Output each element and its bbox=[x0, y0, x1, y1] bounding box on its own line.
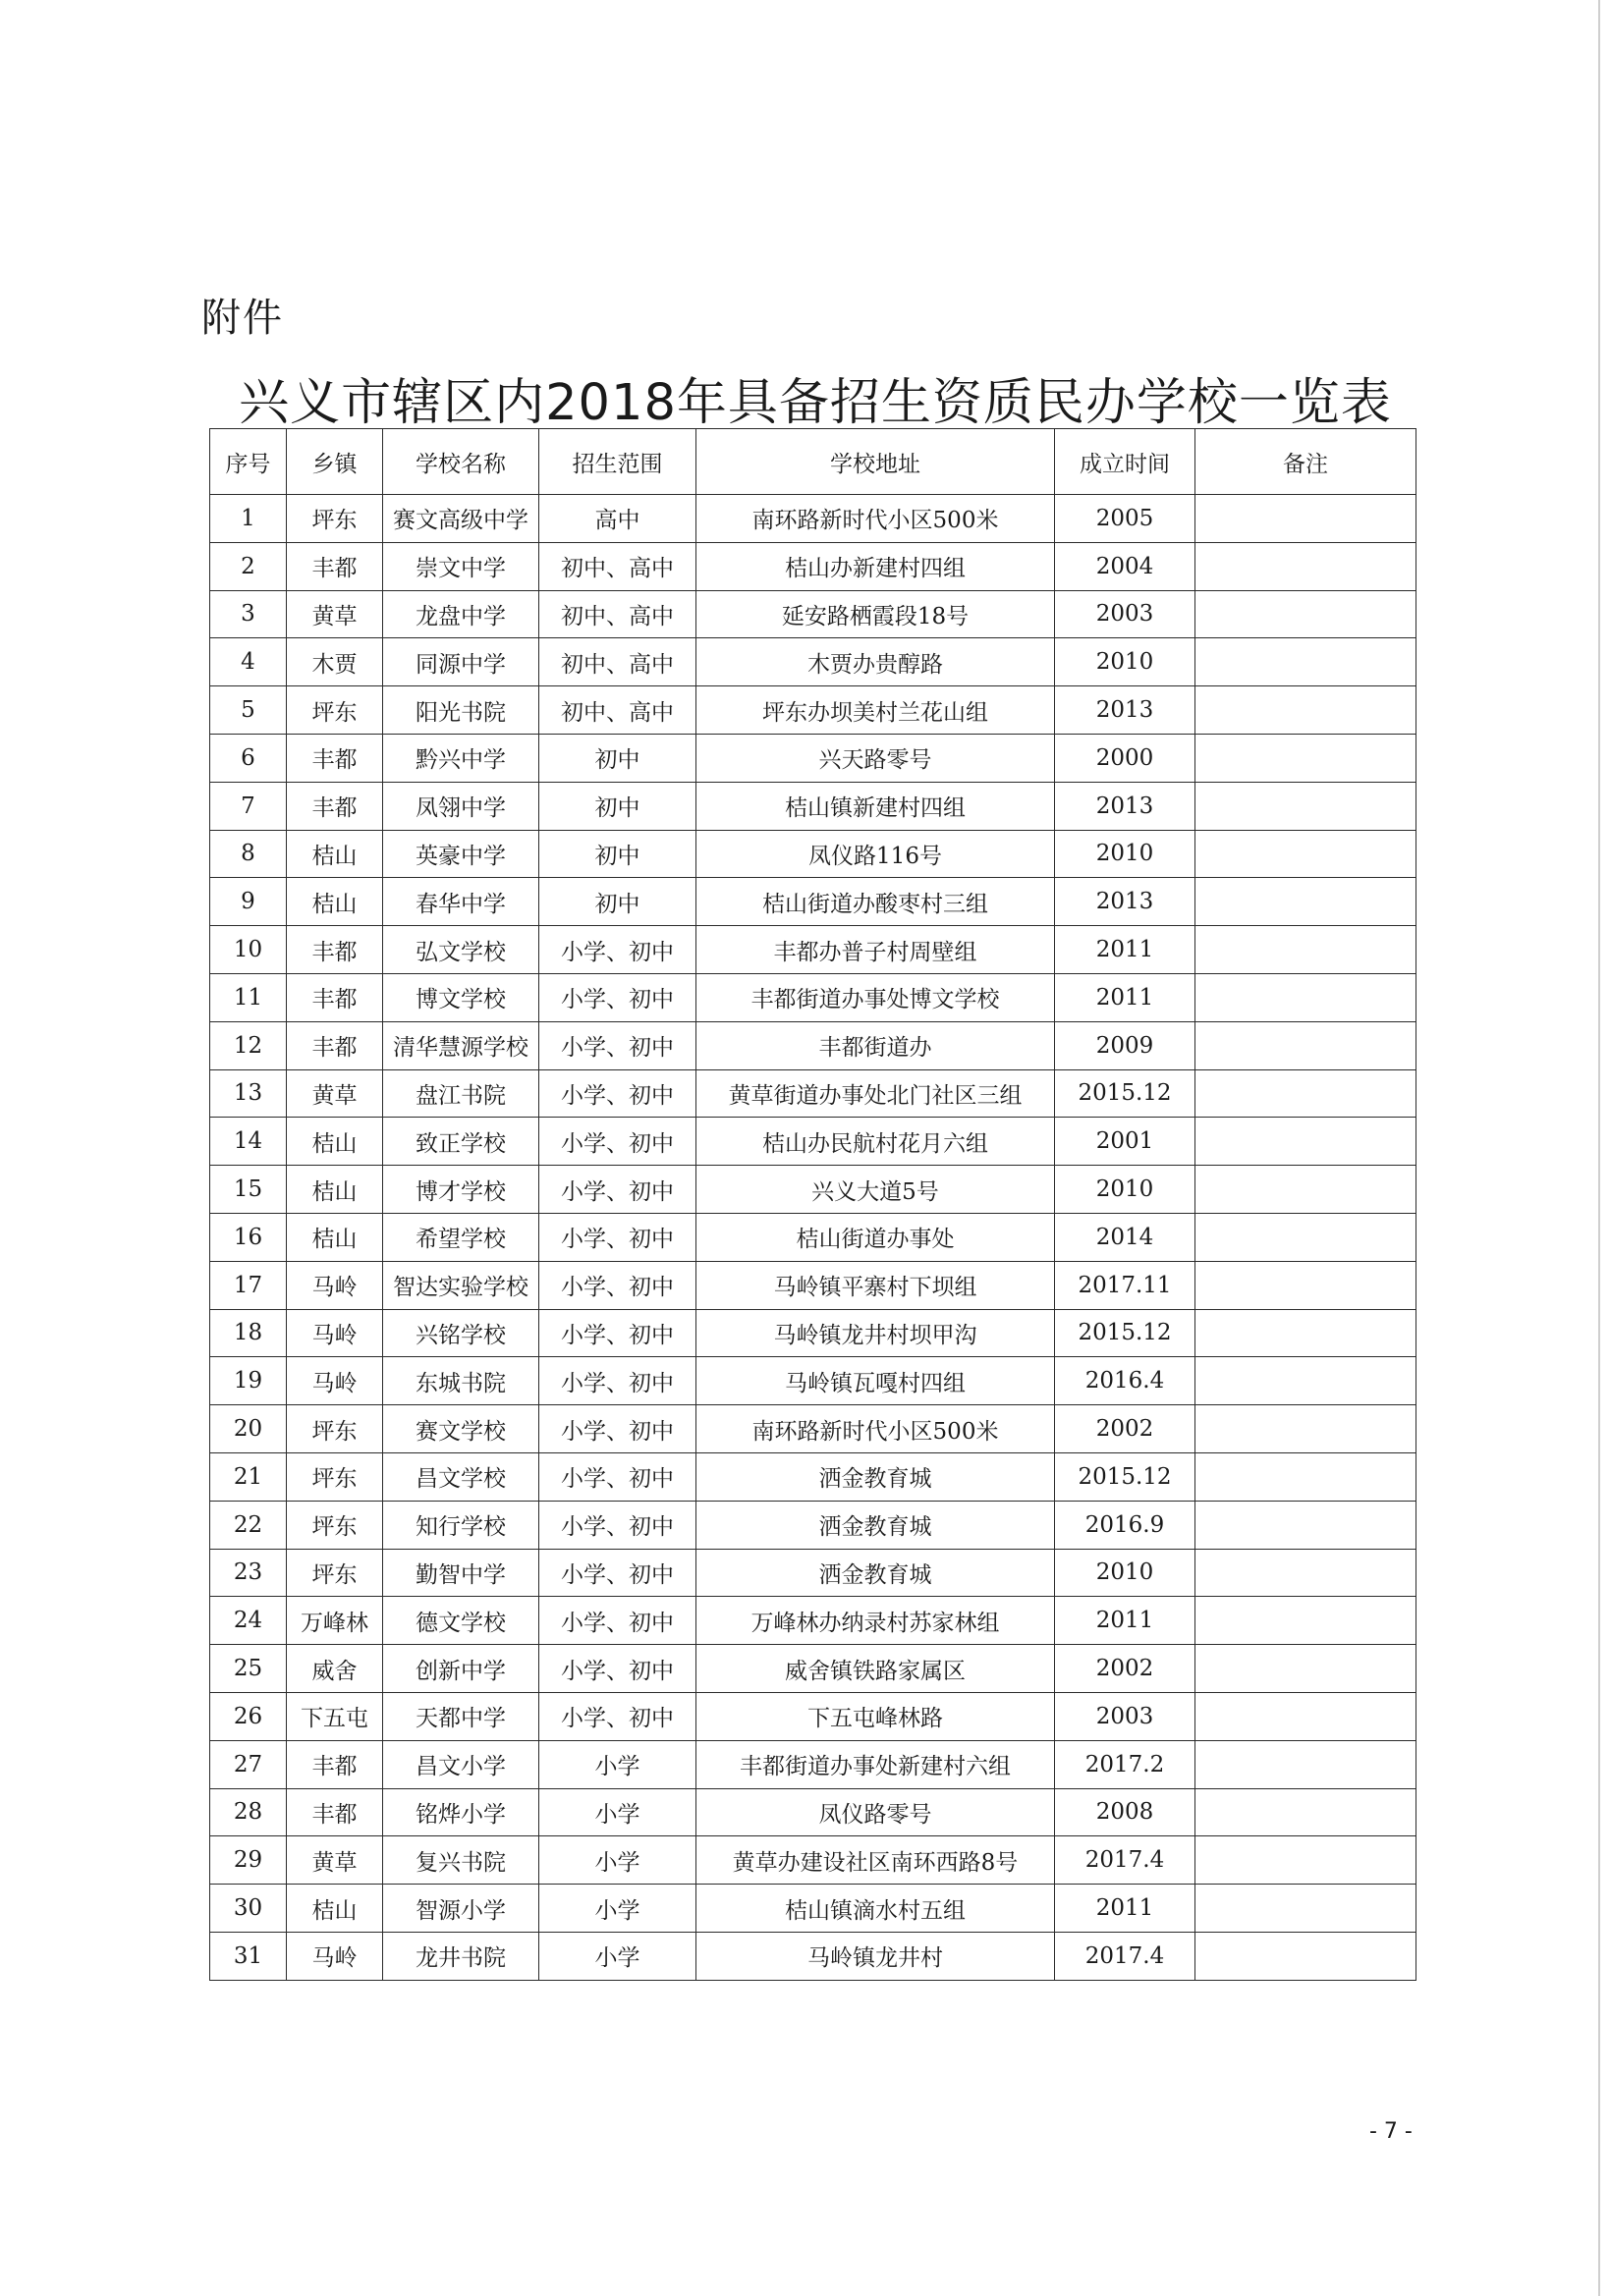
cell-enrollment-scope: 小学 bbox=[539, 1885, 696, 1933]
header-index: 序号 bbox=[210, 429, 287, 495]
table-row bbox=[210, 1261, 1416, 1309]
cell-address: 木贾办贵醇路 bbox=[696, 638, 1055, 686]
cell-enrollment-scope: 小学 bbox=[539, 1932, 696, 1980]
cell-enrollment-scope: 初中 bbox=[539, 734, 696, 782]
header-school-name: 学校名称 bbox=[383, 429, 539, 495]
table-row bbox=[210, 878, 1416, 926]
table-row bbox=[210, 1549, 1416, 1597]
cell-address: 桔山办新建村四组 bbox=[696, 542, 1055, 590]
cell-enrollment-scope: 初中 bbox=[539, 830, 696, 878]
cell-remarks bbox=[1195, 1549, 1416, 1597]
cell-school-name: 春华中学 bbox=[383, 878, 539, 926]
cell-town: 马岭 bbox=[287, 1261, 383, 1309]
table-row bbox=[210, 1021, 1416, 1069]
cell-founded: 2000 bbox=[1055, 734, 1195, 782]
cell-index: 29 bbox=[210, 1836, 287, 1885]
cell-address: 桔山镇新建村四组 bbox=[696, 782, 1055, 830]
cell-remarks bbox=[1195, 542, 1416, 590]
cell-town: 桔山 bbox=[287, 878, 383, 926]
cell-founded: 2016.9 bbox=[1055, 1501, 1195, 1549]
cell-remarks bbox=[1195, 1885, 1416, 1933]
cell-address: 马岭镇平寨村下坝组 bbox=[696, 1261, 1055, 1309]
cell-town: 万峰林 bbox=[287, 1597, 383, 1645]
cell-founded: 2003 bbox=[1055, 590, 1195, 638]
page-edge-line bbox=[1598, 0, 1600, 2296]
cell-founded: 2005 bbox=[1055, 495, 1195, 543]
cell-enrollment-scope: 小学、初中 bbox=[539, 1213, 696, 1261]
school-table bbox=[209, 428, 1416, 1981]
cell-index: 9 bbox=[210, 878, 287, 926]
table-row bbox=[210, 1357, 1416, 1405]
cell-index: 6 bbox=[210, 734, 287, 782]
cell-index: 16 bbox=[210, 1213, 287, 1261]
table-row bbox=[210, 1740, 1416, 1788]
table-body bbox=[210, 495, 1416, 1981]
cell-town: 桔山 bbox=[287, 1213, 383, 1261]
cell-enrollment-scope: 小学、初中 bbox=[539, 1309, 696, 1357]
cell-founded: 2010 bbox=[1055, 830, 1195, 878]
cell-founded: 2008 bbox=[1055, 1788, 1195, 1836]
cell-town: 木贾 bbox=[287, 638, 383, 686]
table-row bbox=[210, 1645, 1416, 1693]
cell-address: 马岭镇龙井村 bbox=[696, 1932, 1055, 1980]
cell-address: 洒金教育城 bbox=[696, 1501, 1055, 1549]
cell-address: 坪东办坝美村兰花山组 bbox=[696, 686, 1055, 735]
cell-school-name: 龙井书院 bbox=[383, 1932, 539, 1980]
cell-school-name: 昌文学校 bbox=[383, 1452, 539, 1501]
cell-remarks bbox=[1195, 1692, 1416, 1740]
cell-remarks bbox=[1195, 1357, 1416, 1405]
cell-school-name: 创新中学 bbox=[383, 1645, 539, 1693]
table-row bbox=[210, 1836, 1416, 1885]
cell-enrollment-scope: 小学、初中 bbox=[539, 973, 696, 1021]
cell-school-name: 德文学校 bbox=[383, 1597, 539, 1645]
cell-index: 11 bbox=[210, 973, 287, 1021]
cell-address: 洒金教育城 bbox=[696, 1452, 1055, 1501]
cell-address: 黄草办建设社区南环西路8号 bbox=[696, 1836, 1055, 1885]
table-row bbox=[210, 542, 1416, 590]
cell-school-name: 英豪中学 bbox=[383, 830, 539, 878]
cell-founded: 2010 bbox=[1055, 638, 1195, 686]
cell-index: 8 bbox=[210, 830, 287, 878]
cell-town: 坪东 bbox=[287, 686, 383, 735]
cell-enrollment-scope: 初中 bbox=[539, 782, 696, 830]
cell-school-name: 清华慧源学校 bbox=[383, 1021, 539, 1069]
cell-address: 兴义大道5号 bbox=[696, 1166, 1055, 1214]
cell-town: 桔山 bbox=[287, 830, 383, 878]
cell-remarks bbox=[1195, 1021, 1416, 1069]
cell-town: 桔山 bbox=[287, 1885, 383, 1933]
cell-index: 4 bbox=[210, 638, 287, 686]
cell-index: 7 bbox=[210, 782, 287, 830]
cell-enrollment-scope: 小学、初中 bbox=[539, 1405, 696, 1453]
cell-address: 马岭镇瓦嘎村四组 bbox=[696, 1357, 1055, 1405]
cell-founded: 2010 bbox=[1055, 1549, 1195, 1597]
cell-enrollment-scope: 小学、初中 bbox=[539, 1597, 696, 1645]
cell-town: 丰都 bbox=[287, 734, 383, 782]
cell-founded: 2015.12 bbox=[1055, 1069, 1195, 1118]
cell-index: 10 bbox=[210, 926, 287, 974]
cell-index: 5 bbox=[210, 686, 287, 735]
table-row bbox=[210, 926, 1416, 974]
cell-town: 坪东 bbox=[287, 495, 383, 543]
cell-index: 3 bbox=[210, 590, 287, 638]
cell-index: 17 bbox=[210, 1261, 287, 1309]
cell-town: 丰都 bbox=[287, 1740, 383, 1788]
cell-school-name: 兴铭学校 bbox=[383, 1309, 539, 1357]
cell-address: 南环路新时代小区500米 bbox=[696, 495, 1055, 543]
table-row bbox=[210, 638, 1416, 686]
cell-town: 马岭 bbox=[287, 1309, 383, 1357]
cell-school-name: 弘文学校 bbox=[383, 926, 539, 974]
cell-index: 12 bbox=[210, 1021, 287, 1069]
header-address: 学校地址 bbox=[696, 429, 1055, 495]
cell-town: 威舍 bbox=[287, 1645, 383, 1693]
cell-enrollment-scope: 小学 bbox=[539, 1836, 696, 1885]
cell-index: 18 bbox=[210, 1309, 287, 1357]
cell-founded: 2014 bbox=[1055, 1213, 1195, 1261]
cell-town: 坪东 bbox=[287, 1405, 383, 1453]
cell-address: 延安路栖霞段18号 bbox=[696, 590, 1055, 638]
cell-founded: 2017.4 bbox=[1055, 1932, 1195, 1980]
cell-address: 凤仪路116号 bbox=[696, 830, 1055, 878]
cell-address: 桔山镇滴水村五组 bbox=[696, 1885, 1055, 1933]
cell-index: 28 bbox=[210, 1788, 287, 1836]
cell-town: 黄草 bbox=[287, 590, 383, 638]
cell-remarks bbox=[1195, 1213, 1416, 1261]
cell-address: 凤仪路零号 bbox=[696, 1788, 1055, 1836]
cell-school-name: 黔兴中学 bbox=[383, 734, 539, 782]
cell-address: 丰都街道办事处博文学校 bbox=[696, 973, 1055, 1021]
cell-town: 坪东 bbox=[287, 1549, 383, 1597]
cell-remarks bbox=[1195, 830, 1416, 878]
cell-remarks bbox=[1195, 638, 1416, 686]
header-town: 乡镇 bbox=[287, 429, 383, 495]
cell-town: 桔山 bbox=[287, 1118, 383, 1166]
cell-founded: 2011 bbox=[1055, 973, 1195, 1021]
cell-address: 万峰林办纳录村苏家林组 bbox=[696, 1597, 1055, 1645]
table-row bbox=[210, 1452, 1416, 1501]
cell-remarks bbox=[1195, 1261, 1416, 1309]
cell-address: 丰都街道办事处新建村六组 bbox=[696, 1740, 1055, 1788]
cell-remarks bbox=[1195, 1836, 1416, 1885]
cell-town: 丰都 bbox=[287, 542, 383, 590]
cell-enrollment-scope: 初中、高中 bbox=[539, 686, 696, 735]
table-row bbox=[210, 1309, 1416, 1357]
cell-enrollment-scope: 小学、初中 bbox=[539, 1645, 696, 1693]
table-row bbox=[210, 1692, 1416, 1740]
cell-founded: 2017.2 bbox=[1055, 1740, 1195, 1788]
cell-town: 坪东 bbox=[287, 1501, 383, 1549]
cell-remarks bbox=[1195, 878, 1416, 926]
cell-remarks bbox=[1195, 1069, 1416, 1118]
cell-remarks bbox=[1195, 686, 1416, 735]
cell-enrollment-scope: 初中 bbox=[539, 878, 696, 926]
cell-town: 坪东 bbox=[287, 1452, 383, 1501]
cell-founded: 2010 bbox=[1055, 1166, 1195, 1214]
cell-address: 下五屯峰林路 bbox=[696, 1692, 1055, 1740]
cell-school-name: 盘江书院 bbox=[383, 1069, 539, 1118]
table-row bbox=[210, 686, 1416, 735]
cell-remarks bbox=[1195, 1501, 1416, 1549]
cell-enrollment-scope: 初中、高中 bbox=[539, 638, 696, 686]
cell-index: 24 bbox=[210, 1597, 287, 1645]
cell-school-name: 昌文小学 bbox=[383, 1740, 539, 1788]
attachment-label: 附件 bbox=[201, 296, 284, 341]
cell-remarks bbox=[1195, 1309, 1416, 1357]
cell-enrollment-scope: 小学、初中 bbox=[539, 1261, 696, 1309]
cell-address: 洒金教育城 bbox=[696, 1549, 1055, 1597]
cell-founded: 2015.12 bbox=[1055, 1452, 1195, 1501]
table-row bbox=[210, 1932, 1416, 1980]
cell-address: 兴天路零号 bbox=[696, 734, 1055, 782]
cell-index: 25 bbox=[210, 1645, 287, 1693]
cell-index: 27 bbox=[210, 1740, 287, 1788]
table-row bbox=[210, 1788, 1416, 1836]
cell-town: 黄草 bbox=[287, 1836, 383, 1885]
cell-address: 桔山街道办酸枣村三组 bbox=[696, 878, 1055, 926]
cell-founded: 2015.12 bbox=[1055, 1309, 1195, 1357]
table-row bbox=[210, 1405, 1416, 1453]
table-row bbox=[210, 1597, 1416, 1645]
cell-founded: 2009 bbox=[1055, 1021, 1195, 1069]
cell-index: 22 bbox=[210, 1501, 287, 1549]
cell-school-name: 复兴书院 bbox=[383, 1836, 539, 1885]
cell-enrollment-scope: 小学、初中 bbox=[539, 1069, 696, 1118]
cell-index: 31 bbox=[210, 1932, 287, 1980]
cell-school-name: 博才学校 bbox=[383, 1166, 539, 1214]
cell-town: 丰都 bbox=[287, 782, 383, 830]
cell-founded: 2017.4 bbox=[1055, 1836, 1195, 1885]
cell-index: 23 bbox=[210, 1549, 287, 1597]
cell-remarks bbox=[1195, 1788, 1416, 1836]
cell-address: 黄草街道办事处北门社区三组 bbox=[696, 1069, 1055, 1118]
cell-founded: 2017.11 bbox=[1055, 1261, 1195, 1309]
cell-enrollment-scope: 小学、初中 bbox=[539, 926, 696, 974]
cell-address: 马岭镇龙井村坝甲沟 bbox=[696, 1309, 1055, 1357]
cell-enrollment-scope: 初中、高中 bbox=[539, 542, 696, 590]
cell-founded: 2011 bbox=[1055, 1885, 1195, 1933]
cell-school-name: 勤智中学 bbox=[383, 1549, 539, 1597]
header-founded: 成立时间 bbox=[1055, 429, 1195, 495]
cell-school-name: 东城书院 bbox=[383, 1357, 539, 1405]
cell-founded: 2003 bbox=[1055, 1692, 1195, 1740]
table-row bbox=[210, 1069, 1416, 1118]
cell-remarks bbox=[1195, 1452, 1416, 1501]
cell-index: 13 bbox=[210, 1069, 287, 1118]
cell-index: 19 bbox=[210, 1357, 287, 1405]
cell-enrollment-scope: 小学、初中 bbox=[539, 1501, 696, 1549]
cell-enrollment-scope: 小学 bbox=[539, 1740, 696, 1788]
cell-remarks bbox=[1195, 1740, 1416, 1788]
cell-school-name: 赛文学校 bbox=[383, 1405, 539, 1453]
cell-founded: 2016.4 bbox=[1055, 1357, 1195, 1405]
cell-index: 14 bbox=[210, 1118, 287, 1166]
cell-index: 30 bbox=[210, 1885, 287, 1933]
cell-school-name: 天都中学 bbox=[383, 1692, 539, 1740]
cell-school-name: 阳光书院 bbox=[383, 686, 539, 735]
cell-remarks bbox=[1195, 926, 1416, 974]
cell-town: 丰都 bbox=[287, 1021, 383, 1069]
table-row bbox=[210, 1501, 1416, 1549]
cell-founded: 2013 bbox=[1055, 878, 1195, 926]
cell-founded: 2001 bbox=[1055, 1118, 1195, 1166]
cell-enrollment-scope: 小学、初中 bbox=[539, 1118, 696, 1166]
table-row bbox=[210, 734, 1416, 782]
cell-town: 丰都 bbox=[287, 1788, 383, 1836]
page-number: - 7 - bbox=[1369, 2119, 1413, 2144]
cell-school-name: 同源中学 bbox=[383, 638, 539, 686]
header-enrollment-scope: 招生范围 bbox=[539, 429, 696, 495]
cell-school-name: 知行学校 bbox=[383, 1501, 539, 1549]
cell-enrollment-scope: 高中 bbox=[539, 495, 696, 543]
cell-enrollment-scope: 小学、初中 bbox=[539, 1692, 696, 1740]
cell-remarks bbox=[1195, 1932, 1416, 1980]
cell-town: 黄草 bbox=[287, 1069, 383, 1118]
cell-founded: 2013 bbox=[1055, 782, 1195, 830]
cell-school-name: 铭烨小学 bbox=[383, 1788, 539, 1836]
cell-enrollment-scope: 小学、初中 bbox=[539, 1549, 696, 1597]
cell-remarks bbox=[1195, 973, 1416, 1021]
cell-remarks bbox=[1195, 1166, 1416, 1214]
cell-founded: 2013 bbox=[1055, 686, 1195, 735]
cell-school-name: 智源小学 bbox=[383, 1885, 539, 1933]
cell-remarks bbox=[1195, 1118, 1416, 1166]
cell-school-name: 致正学校 bbox=[383, 1118, 539, 1166]
cell-school-name: 希望学校 bbox=[383, 1213, 539, 1261]
cell-enrollment-scope: 小学、初中 bbox=[539, 1357, 696, 1405]
cell-address: 丰都办普子村周壁组 bbox=[696, 926, 1055, 974]
cell-school-name: 赛文高级中学 bbox=[383, 495, 539, 543]
table-row bbox=[210, 830, 1416, 878]
cell-founded: 2002 bbox=[1055, 1645, 1195, 1693]
cell-address: 威舍镇铁路家属区 bbox=[696, 1645, 1055, 1693]
cell-index: 2 bbox=[210, 542, 287, 590]
cell-enrollment-scope: 小学、初中 bbox=[539, 1166, 696, 1214]
cell-school-name: 崇文中学 bbox=[383, 542, 539, 590]
cell-enrollment-scope: 小学、初中 bbox=[539, 1452, 696, 1501]
cell-school-name: 凤翎中学 bbox=[383, 782, 539, 830]
cell-founded: 2011 bbox=[1055, 926, 1195, 974]
cell-remarks bbox=[1195, 590, 1416, 638]
table-row bbox=[210, 1118, 1416, 1166]
cell-remarks bbox=[1195, 1405, 1416, 1453]
cell-town: 马岭 bbox=[287, 1932, 383, 1980]
table-row bbox=[210, 973, 1416, 1021]
cell-index: 21 bbox=[210, 1452, 287, 1501]
cell-remarks bbox=[1195, 782, 1416, 830]
table-header-row bbox=[210, 429, 1416, 495]
table-row bbox=[210, 782, 1416, 830]
cell-remarks bbox=[1195, 734, 1416, 782]
cell-remarks bbox=[1195, 1597, 1416, 1645]
cell-address: 南环路新时代小区500米 bbox=[696, 1405, 1055, 1453]
cell-index: 15 bbox=[210, 1166, 287, 1214]
table-row bbox=[210, 495, 1416, 543]
table-row bbox=[210, 1213, 1416, 1261]
cell-enrollment-scope: 小学、初中 bbox=[539, 1021, 696, 1069]
cell-founded: 2002 bbox=[1055, 1405, 1195, 1453]
table-row bbox=[210, 1885, 1416, 1933]
cell-town: 下五屯 bbox=[287, 1692, 383, 1740]
cell-index: 20 bbox=[210, 1405, 287, 1453]
cell-founded: 2011 bbox=[1055, 1597, 1195, 1645]
cell-address: 丰都街道办 bbox=[696, 1021, 1055, 1069]
page-title: 兴义市辖区内2018年具备招生资质民办学校一览表 bbox=[239, 374, 1392, 432]
table-row bbox=[210, 1166, 1416, 1214]
cell-enrollment-scope: 小学 bbox=[539, 1788, 696, 1836]
cell-remarks bbox=[1195, 495, 1416, 543]
cell-town: 丰都 bbox=[287, 926, 383, 974]
cell-address: 桔山街道办事处 bbox=[696, 1213, 1055, 1261]
cell-founded: 2004 bbox=[1055, 542, 1195, 590]
cell-index: 1 bbox=[210, 495, 287, 543]
cell-address: 桔山办民航村花月六组 bbox=[696, 1118, 1055, 1166]
cell-school-name: 龙盘中学 bbox=[383, 590, 539, 638]
cell-town: 马岭 bbox=[287, 1357, 383, 1405]
cell-school-name: 博文学校 bbox=[383, 973, 539, 1021]
cell-index: 26 bbox=[210, 1692, 287, 1740]
table-row bbox=[210, 590, 1416, 638]
cell-enrollment-scope: 初中、高中 bbox=[539, 590, 696, 638]
cell-remarks bbox=[1195, 1645, 1416, 1693]
header-remarks: 备注 bbox=[1195, 429, 1416, 495]
cell-school-name: 智达实验学校 bbox=[383, 1261, 539, 1309]
cell-town: 桔山 bbox=[287, 1166, 383, 1214]
cell-town: 丰都 bbox=[287, 973, 383, 1021]
